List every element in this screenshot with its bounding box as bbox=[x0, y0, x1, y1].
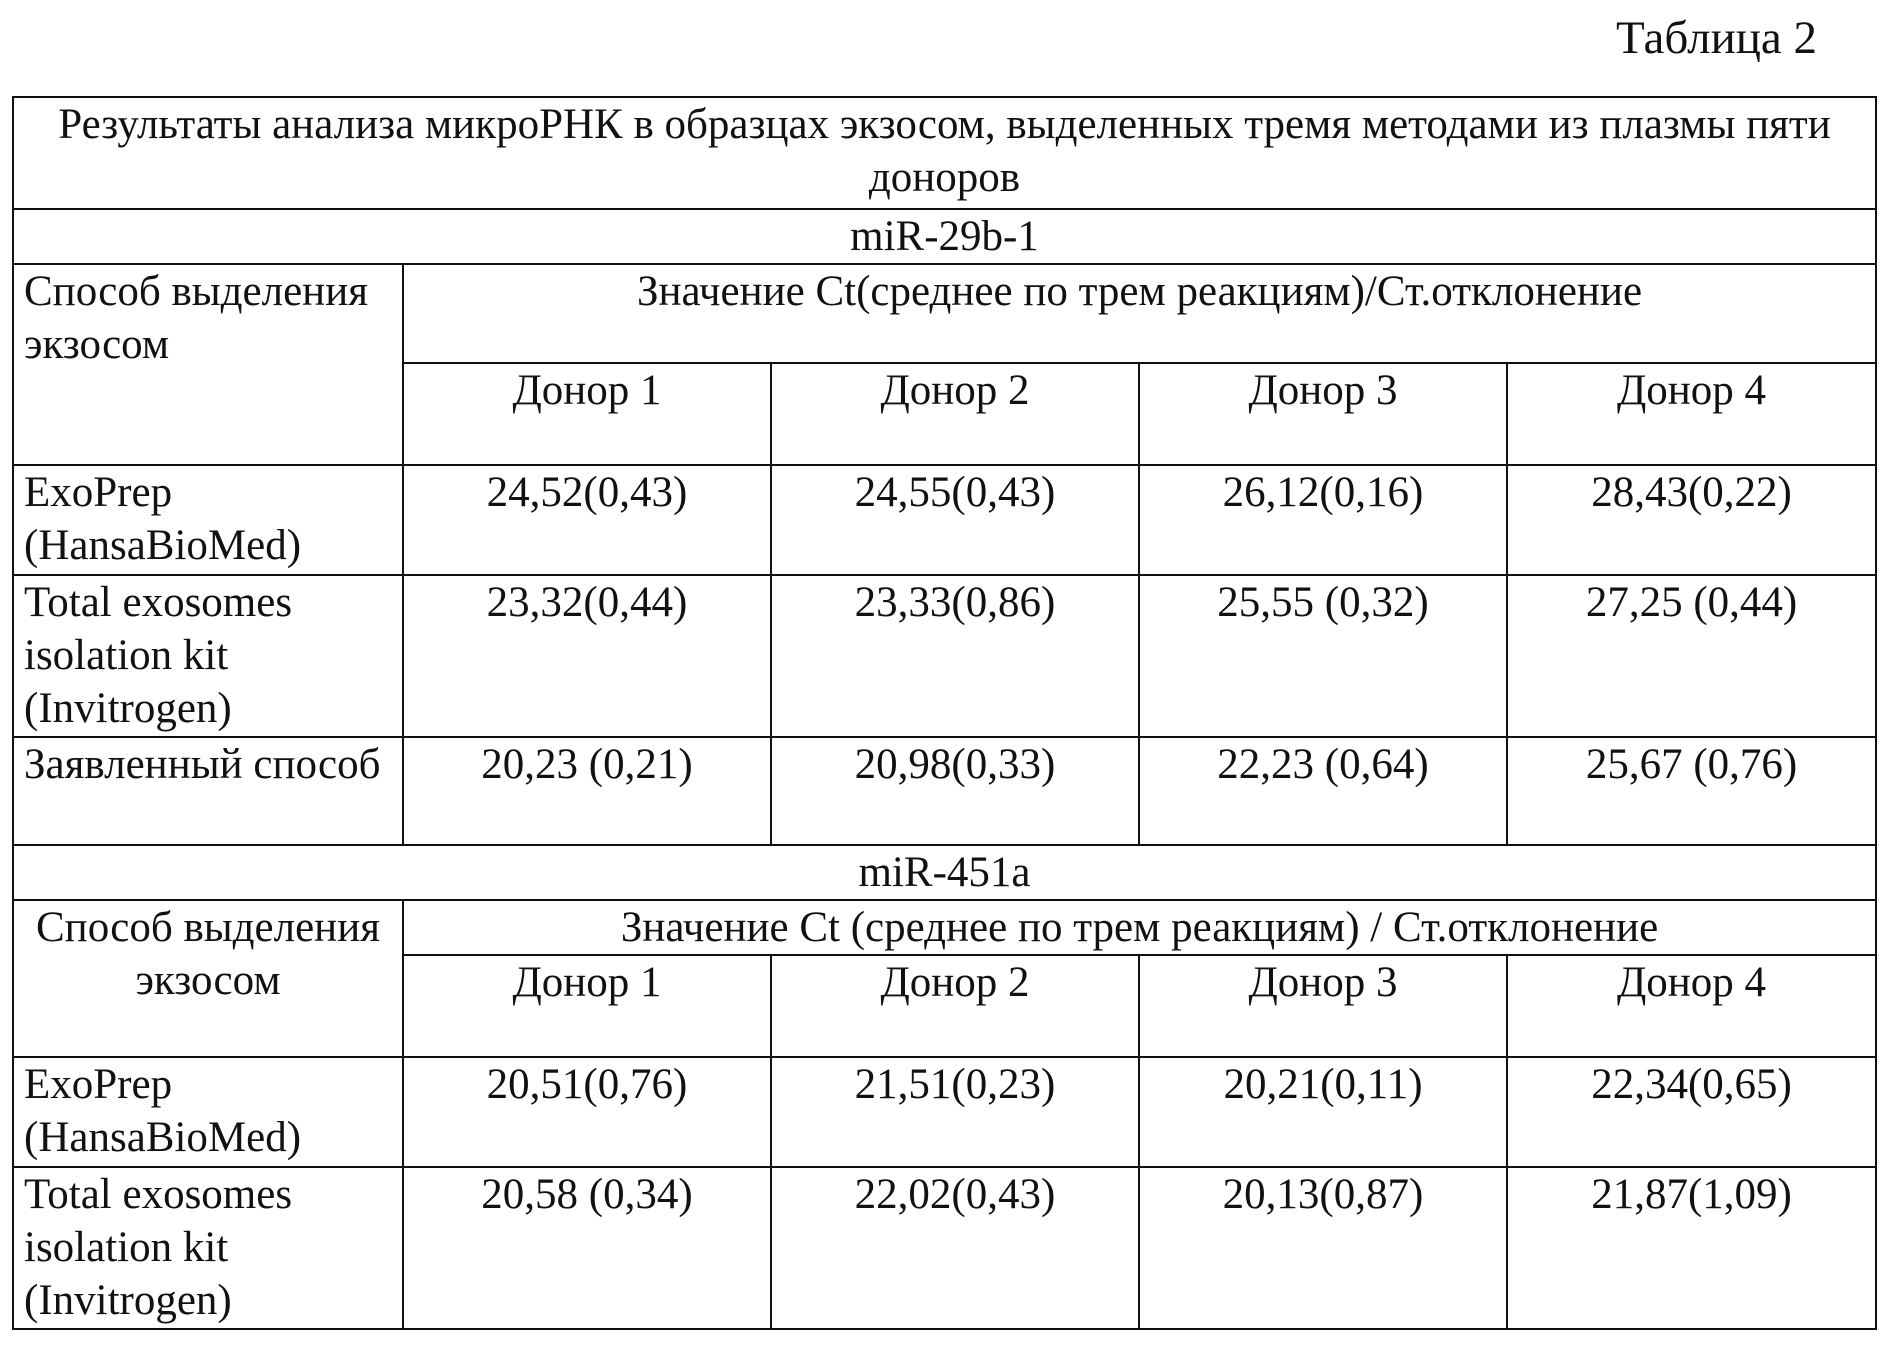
table-row bbox=[13, 1057, 1876, 1167]
value-cell: 25,67 (0,76) bbox=[1507, 737, 1876, 845]
table-label: Таблица 2 bbox=[1615, 12, 1817, 64]
section-title: miR-451a bbox=[13, 845, 1876, 900]
value-cell: 22,23 (0,64) bbox=[1139, 737, 1507, 845]
value-cell: 20,58 (0,34) bbox=[403, 1167, 771, 1329]
donor-header: Донор 3 bbox=[1139, 955, 1507, 1057]
value-cell: 26,12(0,16) bbox=[1139, 465, 1507, 575]
donor-header: Донор 3 bbox=[1139, 363, 1507, 465]
caption-row bbox=[13, 97, 1876, 209]
method-header: Способ выделения экзосом bbox=[13, 264, 403, 465]
section-title-row bbox=[13, 845, 1876, 900]
method-cell: ExoPrep (HansaBioMed) bbox=[13, 465, 403, 575]
value-cell: 20,98(0,33) bbox=[771, 737, 1139, 845]
value-cell: 23,33(0,86) bbox=[771, 575, 1139, 737]
value-cell: 20,51(0,76) bbox=[403, 1057, 771, 1167]
value-header: Значение Ct (среднее по трем реакциям) / Ст.отклонение bbox=[403, 900, 1876, 955]
value-cell: 20,13(0,87) bbox=[1139, 1167, 1507, 1329]
value-cell: 22,34(0,65) bbox=[1507, 1057, 1876, 1167]
value-cell: 24,52(0,43) bbox=[403, 465, 771, 575]
value-cell: 28,43(0,22) bbox=[1507, 465, 1876, 575]
table-caption: Результаты анализа микроРНК в образцах экзосом, выделенных тремя методами из плазмы пяти доноров bbox=[13, 97, 1876, 209]
donor-header: Донор 1 bbox=[403, 955, 771, 1057]
value-cell: 21,51(0,23) bbox=[771, 1057, 1139, 1167]
table-row bbox=[13, 737, 1876, 845]
donor-header: Донор 4 bbox=[1507, 363, 1876, 465]
header-row bbox=[13, 264, 1876, 363]
value-cell: 20,23 (0,21) bbox=[403, 737, 771, 845]
method-header: Способ выделения экзосом bbox=[13, 900, 403, 1057]
value-cell: 23,32(0,44) bbox=[403, 575, 771, 737]
section-title-row bbox=[13, 209, 1876, 264]
method-cell: Total exosomes isolation kit (Invitrogen) bbox=[13, 575, 403, 737]
value-header: Значение Ct(среднее по трем реакциям)/Ст.отклонение bbox=[403, 264, 1876, 363]
table-row bbox=[13, 1167, 1876, 1329]
table-row bbox=[13, 575, 1876, 737]
value-cell: 27,25 (0,44) bbox=[1507, 575, 1876, 737]
donor-header: Донор 4 bbox=[1507, 955, 1876, 1057]
results-table bbox=[12, 96, 1877, 1330]
table-row bbox=[13, 465, 1876, 575]
value-cell: 25,55 (0,32) bbox=[1139, 575, 1507, 737]
method-cell: ExoPrep (HansaBioMed) bbox=[13, 1057, 403, 1167]
value-cell: 20,21(0,11) bbox=[1139, 1057, 1507, 1167]
value-cell: 22,02(0,43) bbox=[771, 1167, 1139, 1329]
header-row bbox=[13, 900, 1876, 955]
donor-header: Донор 1 bbox=[403, 363, 771, 465]
donor-header: Донор 2 bbox=[771, 955, 1139, 1057]
method-cell: Заявленный способ bbox=[13, 737, 403, 845]
donor-header: Донор 2 bbox=[771, 363, 1139, 465]
value-cell: 24,55(0,43) bbox=[771, 465, 1139, 575]
method-cell: Total exosomes isolation kit (Invitrogen) bbox=[13, 1167, 403, 1329]
value-cell: 21,87(1,09) bbox=[1507, 1167, 1876, 1329]
section-title: miR-29b-1 bbox=[13, 209, 1876, 264]
